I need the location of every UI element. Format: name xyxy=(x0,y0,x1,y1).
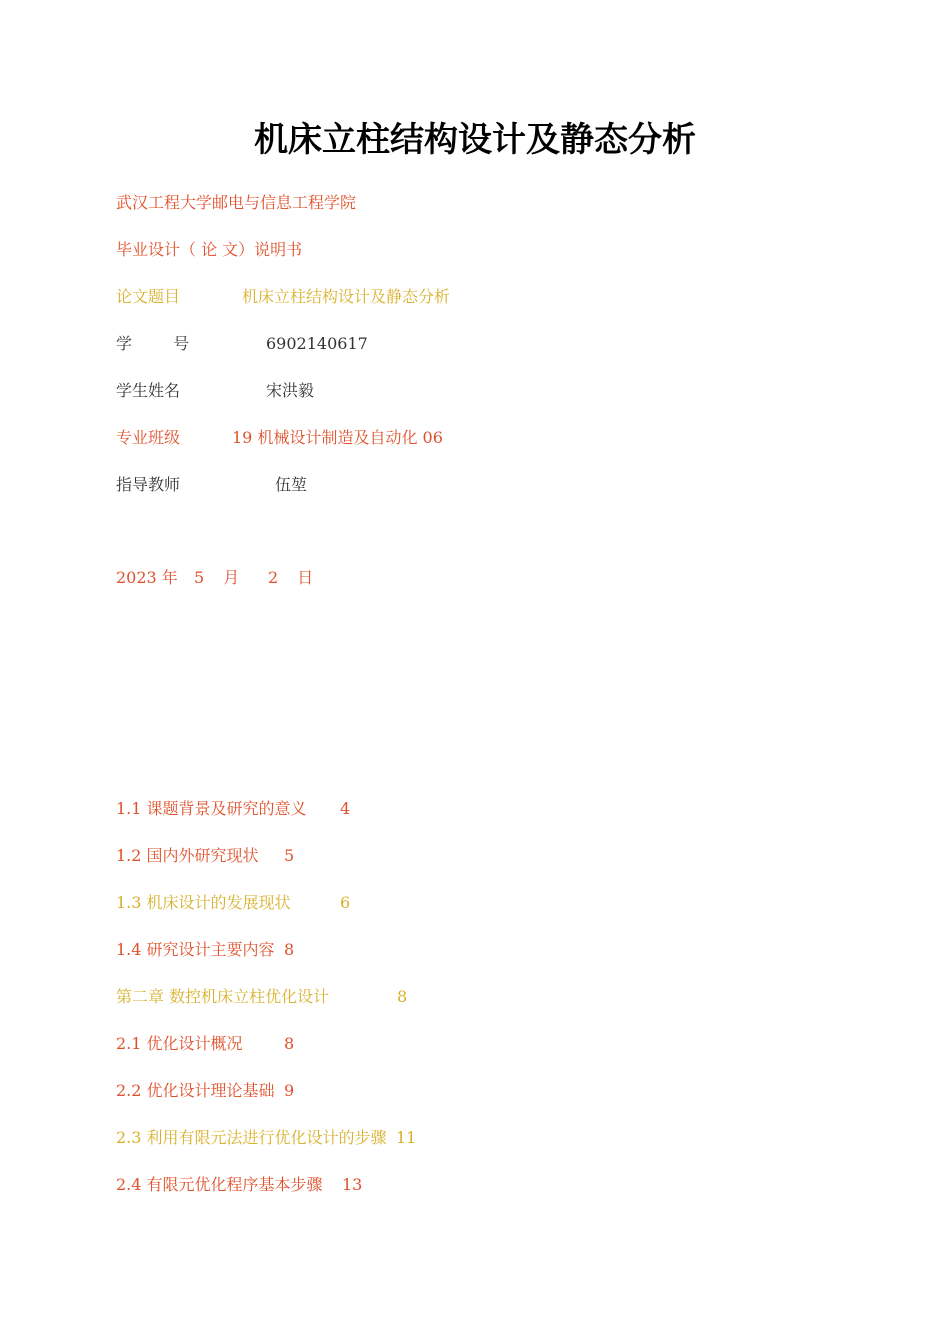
toc-item-label: 2.4 有限元优化程序基本步骤 xyxy=(116,1175,323,1194)
toc-item-label: 1.1 课题背景及研究的意义 xyxy=(116,799,307,818)
date-month: 5 月 xyxy=(194,568,240,587)
date-year: 2023 年 xyxy=(116,568,178,587)
student-name-value: 宋洪毅 xyxy=(266,381,315,400)
student-id-value: 6902140617 xyxy=(266,334,368,353)
class-label: 专业班级 xyxy=(116,428,181,447)
class-value: 19 机械设计制造及自动化 06 xyxy=(232,428,443,447)
toc-item-label: 2.2 优化设计理论基础 xyxy=(116,1081,275,1100)
toc-item-page: 13 xyxy=(342,1175,363,1194)
student-id-label: 学 号 xyxy=(116,334,208,353)
toc-item-page: 8 xyxy=(284,940,295,959)
toc-item-page: 11 xyxy=(396,1128,417,1147)
toc-item-label: 1.3 机床设计的发展现状 xyxy=(116,893,291,912)
toc-item-page: 9 xyxy=(284,1081,295,1100)
date-day: 2 日 xyxy=(268,568,314,587)
toc-item-label: 2.3 利用有限元法进行优化设计的步骤 xyxy=(116,1128,387,1147)
toc-item-label: 2.1 优化设计概况 xyxy=(116,1034,243,1053)
topic-value: 机床立柱结构设计及静态分析 xyxy=(242,287,451,306)
toc-item-page: 8 xyxy=(397,987,408,1006)
advisor-value: 伍堃 xyxy=(275,475,308,494)
university-name: 武汉工程大学邮电与信息工程学院 xyxy=(116,193,357,212)
toc-item-page: 6 xyxy=(340,893,351,912)
toc-item-page: 5 xyxy=(284,846,295,865)
toc-item-label: 1.4 研究设计主要内容 xyxy=(116,940,275,959)
toc-item-page: 8 xyxy=(284,1034,295,1053)
document-title: 机床立柱结构设计及静态分析 xyxy=(254,120,696,160)
toc-item-page: 4 xyxy=(340,799,351,818)
topic-label: 论文题目 xyxy=(116,287,181,306)
toc-item-label: 1.2 国内外研究现状 xyxy=(116,846,259,865)
advisor-label: 指导教师 xyxy=(116,475,181,494)
doc-type: 毕业设计（ 论 文）说明书 xyxy=(116,240,303,259)
student-name-label: 学生姓名 xyxy=(116,381,181,400)
toc-item-label: 第二章 数控机床立柱优化设计 xyxy=(116,987,330,1006)
